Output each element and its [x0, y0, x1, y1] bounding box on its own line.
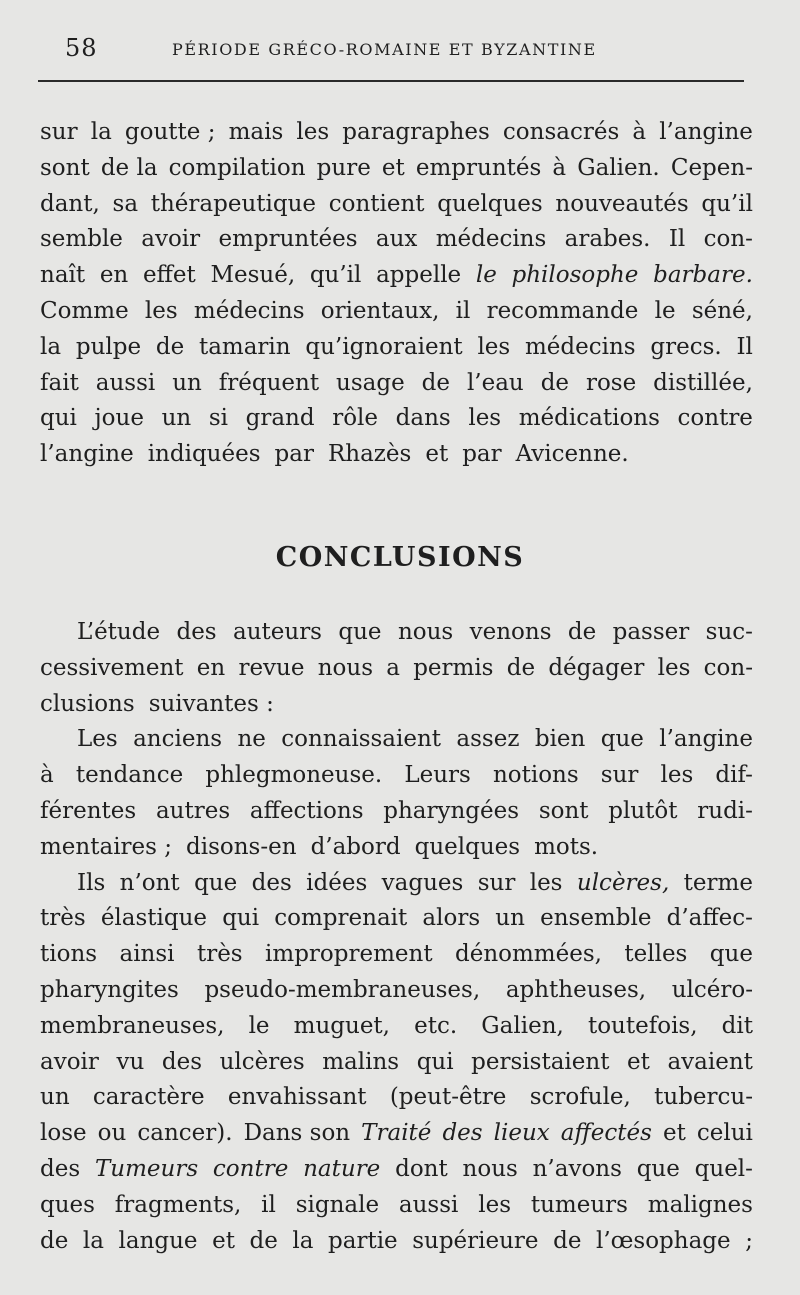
word: celui	[696, 1120, 753, 1147]
word: pulpe	[75, 333, 142, 360]
word: ensemble	[540, 905, 652, 932]
word: empruntées	[218, 226, 358, 253]
word: que	[636, 1155, 680, 1182]
word: lose	[40, 1120, 87, 1147]
word: il	[261, 1191, 276, 1218]
text-line	[40, 405, 753, 441]
word: grand	[245, 405, 315, 432]
word: un	[495, 905, 525, 932]
text-line	[40, 191, 753, 227]
word: de	[567, 619, 597, 645]
word: dont	[395, 1155, 448, 1182]
word: disons-en	[186, 833, 297, 860]
text-line	[40, 155, 753, 191]
word: ulcères	[219, 1048, 305, 1075]
word: dant,	[40, 190, 100, 217]
word: sur	[477, 869, 516, 896]
word: très	[196, 941, 243, 968]
text-line	[40, 334, 753, 370]
word: fait	[40, 369, 79, 396]
word: sont	[40, 154, 90, 181]
word: en	[196, 654, 226, 681]
word: tumeurs	[530, 1191, 628, 1218]
word: l’angine	[659, 119, 753, 145]
word: telles	[624, 941, 688, 968]
word: les	[660, 762, 694, 789]
text-line	[40, 691, 753, 727]
word: de	[40, 1227, 69, 1254]
word: des	[442, 1120, 483, 1147]
word: Avicenne.	[515, 441, 629, 468]
word: con-	[703, 654, 753, 681]
word: la	[82, 1227, 104, 1254]
word: un	[161, 405, 192, 432]
word: con-	[703, 226, 753, 253]
word: qu’il	[701, 190, 753, 217]
word: médecins	[193, 297, 305, 324]
text-line	[40, 619, 753, 655]
word: qui	[222, 905, 260, 932]
word: vagues	[381, 869, 464, 896]
word: à	[552, 154, 567, 181]
word: le	[654, 297, 676, 324]
text-line	[40, 1120, 753, 1156]
word: d’affec-	[666, 905, 753, 932]
word: bien	[534, 726, 586, 753]
paragraph-1	[40, 119, 753, 477]
section-heading: CONCLUSIONS	[275, 542, 525, 573]
word: dégager	[548, 654, 645, 681]
word: l’eau	[466, 369, 524, 396]
word: la	[40, 333, 62, 360]
word: contre	[212, 1155, 289, 1182]
word: ulcères,	[576, 869, 670, 896]
word: qu’il	[309, 262, 362, 289]
word: suivantes :	[148, 690, 274, 717]
word: un	[172, 369, 202, 396]
word: avaient	[667, 1048, 753, 1075]
word: de	[540, 369, 570, 396]
word: appelle	[376, 262, 462, 289]
word: naît	[40, 262, 86, 289]
word: effet	[142, 262, 196, 289]
text-line	[40, 1192, 753, 1228]
word: muguet,	[293, 1012, 390, 1039]
word: Il	[668, 226, 686, 253]
word: paragraphes	[342, 119, 490, 145]
word: dit	[721, 1012, 753, 1039]
word: connaissaient	[281, 726, 442, 753]
word: rose	[585, 369, 637, 396]
text-line	[40, 262, 753, 298]
word: des	[251, 869, 292, 896]
word: ainsi	[119, 941, 175, 968]
word: les	[477, 333, 511, 360]
text-line	[40, 977, 753, 1013]
text-line	[40, 762, 753, 798]
word: goutte ;	[124, 119, 216, 145]
text-line	[40, 1084, 753, 1120]
word: dénommées,	[455, 941, 602, 968]
word: sa	[112, 190, 139, 217]
word: thérapeutique	[150, 190, 317, 217]
word: Ils	[77, 869, 106, 896]
word: idées	[306, 869, 368, 896]
word: à	[40, 762, 54, 789]
word: en	[99, 262, 129, 289]
word: affections	[249, 797, 364, 824]
text-line	[40, 370, 753, 406]
word: n’ont	[119, 869, 180, 896]
word: Galien,	[481, 1012, 564, 1039]
word: tions	[40, 941, 98, 968]
word: les	[468, 405, 502, 432]
word: Mesué,	[210, 262, 296, 289]
word: contient	[328, 190, 425, 217]
word: Il	[736, 333, 753, 360]
word: de la	[100, 154, 158, 181]
word: Traité	[361, 1120, 432, 1147]
word: aphtheuses,	[505, 976, 647, 1003]
word: de	[155, 333, 185, 360]
word: recommande	[486, 297, 639, 324]
word: Comme	[40, 297, 129, 324]
word: les	[478, 1191, 512, 1218]
text-line	[40, 441, 753, 477]
text-line	[40, 1013, 753, 1049]
word: nous	[462, 1155, 518, 1182]
word: nous	[397, 619, 454, 645]
text-line	[40, 726, 753, 762]
word: Rhazès	[327, 441, 412, 468]
word: malins	[322, 1048, 400, 1075]
word: barbare.	[653, 262, 753, 289]
word: venons	[469, 619, 552, 645]
word: médecins	[525, 333, 636, 360]
word: persistaient	[471, 1048, 610, 1075]
word: notions	[492, 762, 579, 789]
word: clusions	[40, 690, 135, 717]
word: de	[421, 369, 450, 396]
word: orientaux,	[320, 297, 440, 324]
word: quel-	[694, 1155, 753, 1182]
word: Les	[77, 726, 118, 753]
word: pure	[316, 154, 371, 181]
word: pharyngées	[383, 797, 520, 824]
word: rudi-	[697, 797, 753, 824]
word: de	[553, 1227, 582, 1254]
word: lieux	[493, 1120, 550, 1147]
word: tendance	[75, 762, 184, 789]
word: médications	[518, 405, 660, 432]
word: et	[662, 1120, 686, 1147]
word: vu	[116, 1048, 145, 1075]
word: indiquées	[147, 441, 261, 468]
word: médecins	[435, 226, 547, 253]
word: supérieure	[412, 1227, 539, 1254]
word: nous	[317, 654, 373, 681]
word: les	[529, 869, 563, 896]
word: d’abord	[310, 833, 401, 860]
word: nouveautés	[555, 190, 689, 217]
word: compilation	[168, 154, 306, 181]
word: ;	[745, 1227, 753, 1254]
word: il	[455, 297, 471, 324]
word: n’avons	[532, 1155, 622, 1182]
word: consacrés	[502, 119, 620, 145]
word: l’œsophage	[595, 1227, 731, 1254]
text-line	[40, 870, 753, 906]
word: passer	[612, 619, 690, 645]
word: mots.	[534, 833, 599, 860]
word: rôle	[332, 405, 379, 432]
word: pharyngites	[40, 976, 179, 1003]
word: signale	[295, 1191, 380, 1218]
word: élastique	[100, 905, 208, 932]
word: des	[176, 619, 217, 645]
page-header	[40, 34, 745, 70]
conclusions-body	[40, 619, 753, 1263]
text-line	[40, 655, 753, 691]
word: sur	[600, 762, 639, 789]
word: des	[40, 1155, 81, 1182]
word: ulcéro-	[671, 976, 753, 1003]
word: que	[194, 869, 238, 896]
word: quelques	[437, 190, 543, 217]
word: la	[292, 1227, 314, 1254]
word: Galien.	[577, 154, 660, 181]
word: cessivement	[40, 654, 184, 681]
word: sont	[538, 797, 589, 824]
word: la	[90, 119, 112, 145]
text-line	[40, 1228, 753, 1264]
header-rule	[38, 80, 744, 82]
word: partie	[328, 1227, 398, 1254]
word: etc.	[414, 1012, 458, 1039]
word: fréquent	[218, 369, 320, 396]
word: grecs.	[650, 333, 722, 360]
word: autres	[155, 797, 231, 824]
page-number: 58	[65, 34, 98, 62]
running-head: PÉRIODE GRÉCO-ROMAINE ET BYZANTINE	[172, 40, 597, 59]
word: quelques	[414, 833, 521, 860]
word: pseudo-membraneuses,	[204, 976, 481, 1003]
word: assez	[456, 726, 520, 753]
word: toutefois,	[587, 1012, 698, 1039]
word: ou	[97, 1120, 127, 1147]
word: que	[338, 619, 382, 645]
word: phlegmoneuse.	[205, 762, 383, 789]
word: revue	[238, 654, 305, 681]
word: de	[249, 1227, 278, 1254]
word: comprenait	[274, 905, 408, 932]
word: plutôt	[608, 797, 678, 824]
word: que	[709, 941, 753, 968]
word: Cepen-	[670, 154, 753, 181]
word: l’angine	[40, 441, 134, 468]
word: distillée,	[653, 369, 753, 396]
word: anciens	[133, 726, 223, 753]
word: très	[40, 905, 86, 932]
word: par	[462, 441, 502, 468]
word: philosophe	[511, 262, 639, 289]
word: caractère	[92, 1084, 205, 1111]
word: cancer).	[137, 1120, 233, 1147]
word: auteurs	[233, 619, 322, 645]
word: nature	[303, 1155, 381, 1182]
word: et	[381, 154, 405, 181]
text-line	[40, 119, 753, 155]
word: le	[475, 262, 497, 289]
word: des	[161, 1048, 203, 1075]
word: langue	[118, 1227, 198, 1254]
word: (peut-être	[389, 1084, 507, 1111]
word: séné,	[691, 297, 753, 324]
word: tubercu-	[654, 1084, 753, 1111]
word: un	[40, 1084, 70, 1111]
word: Tumeurs	[94, 1155, 199, 1182]
word: l’angine	[659, 726, 753, 753]
word: terme	[683, 869, 753, 896]
word: que	[600, 726, 644, 753]
text-line	[40, 905, 753, 941]
text-line	[40, 1156, 753, 1192]
word: dif-	[715, 762, 753, 789]
word: malignes	[647, 1191, 753, 1218]
word: par	[274, 441, 314, 468]
word: avoir	[40, 1048, 99, 1075]
word: a	[386, 654, 400, 681]
word: aussi	[398, 1191, 459, 1218]
word: aux	[375, 226, 418, 253]
text-line	[40, 226, 753, 262]
word: envahissant	[227, 1084, 367, 1111]
word: improprement	[265, 941, 433, 968]
word: et	[212, 1227, 235, 1254]
word: qu’ignoraient	[305, 333, 463, 360]
word: semble	[40, 226, 123, 253]
word: permis	[413, 654, 494, 681]
word: ques	[40, 1191, 95, 1218]
word: à	[632, 119, 647, 145]
text-line	[40, 834, 753, 870]
word: usage	[336, 369, 405, 396]
word: arabes.	[564, 226, 651, 253]
text-line	[40, 1049, 753, 1085]
word: qui	[416, 1048, 454, 1075]
word: joue	[94, 405, 144, 432]
word: aussi	[95, 369, 156, 396]
word: avoir	[141, 226, 201, 253]
word: alors	[422, 905, 481, 932]
word: suc-	[705, 619, 753, 645]
word: le	[248, 1012, 270, 1039]
text-line	[40, 941, 753, 977]
word: fragments,	[114, 1191, 242, 1218]
word: tamarin	[198, 333, 291, 360]
word: et	[627, 1048, 650, 1075]
word: scrofule,	[529, 1084, 631, 1111]
word: mentaires ;	[40, 833, 173, 860]
word: les	[657, 654, 691, 681]
word: sur	[40, 119, 78, 145]
word: si	[208, 405, 228, 432]
word: Leurs	[404, 762, 471, 789]
word: membraneuses,	[40, 1012, 225, 1039]
word: dans	[395, 405, 451, 432]
word: Dans son	[243, 1120, 351, 1147]
word: L’étude	[77, 619, 161, 645]
word: mais	[228, 119, 284, 145]
word: les	[144, 297, 178, 324]
word: contre	[677, 405, 753, 432]
text-line	[40, 298, 753, 334]
word: et	[425, 441, 449, 468]
word: ne	[237, 726, 266, 753]
word: affectés	[560, 1120, 652, 1147]
text-line	[40, 798, 753, 834]
word: empruntés	[415, 154, 542, 181]
word: qui	[40, 405, 77, 432]
word: de	[506, 654, 536, 681]
word: les	[296, 119, 330, 145]
word: férentes	[40, 797, 137, 824]
